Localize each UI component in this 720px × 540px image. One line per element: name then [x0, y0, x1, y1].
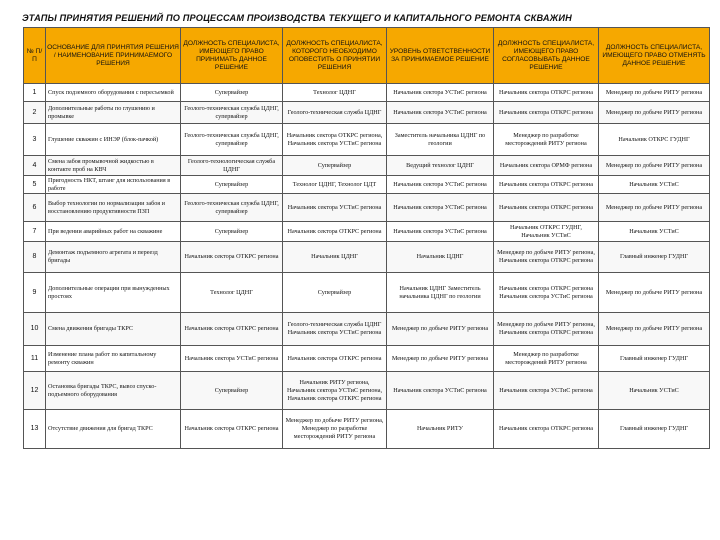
row-num: 1: [24, 84, 46, 102]
header-row: [24, 28, 710, 84]
row-num: 8: [24, 242, 46, 273]
row-cancel: Главный инженер ГУДНГ: [599, 242, 710, 273]
row-responsibility: Начальник сектора УСТиС региона: [387, 222, 494, 242]
row-basis: Остановка бригады ТКРС, вывоз спуско-подъемного оборудования: [46, 372, 181, 410]
row-notify: Технолог ЦДНГ: [283, 84, 387, 102]
table-row: [24, 102, 710, 124]
row-approve: Начальник сектора ОТКРС региона: [494, 176, 599, 194]
row-cancel: Начальник УСТиС: [599, 372, 710, 410]
row-responsibility: Начальник сектора УСТиС региона: [387, 176, 494, 194]
row-decider: Геолого-техническая служба ЦДНГ, супервайзер: [181, 124, 283, 156]
row-notify: Технолог ЦДНГ, Технолог ЦДТ: [283, 176, 387, 194]
row-responsibility: Менеджер по добыче РИТУ региона: [387, 346, 494, 372]
row-decider: Супервайзер: [181, 372, 283, 410]
row-cancel: Менеджер по добыче РИТУ региона: [599, 313, 710, 346]
row-notify: Начальник ЦДНГ: [283, 242, 387, 273]
row-notify: Геолого-техническая служба ЦДНГ: [283, 102, 387, 124]
table-row: [24, 156, 710, 176]
row-basis: При ведении аварийных работ на скважине: [46, 222, 181, 242]
row-notify: Начальник сектора ОТКРС региона, Начальник сектора УСТиС региона: [283, 124, 387, 156]
row-responsibility: Начальник РИТУ: [387, 410, 494, 449]
row-num: 10: [24, 313, 46, 346]
row-approve: Начальник сектора ОТКРС региона: [494, 410, 599, 449]
row-approve: Начальник сектора ОТКРС региона: [494, 84, 599, 102]
row-basis: Дополнительные операции при вынужденных простоях: [46, 273, 181, 313]
row-basis: Смена забоя промывочной жидкостью в контакте проб на КВЧ: [46, 156, 181, 176]
page-title: ЭТАПЫ ПРИНЯТИЯ РЕШЕНИЙ ПО ПРОЦЕССАМ ПРОИЗВОДСТВА ТЕКУЩЕГО И КАПИТАЛЬНОГО РЕМОНТА СКВАЖИН: [22, 13, 572, 23]
row-cancel: Менеджер по добыче РИТУ региона: [599, 84, 710, 102]
row-notify: Начальник РИТУ региона, Начальник сектора УСТиС региона, Начальник сектора ОТКРС региона: [283, 372, 387, 410]
row-num: 4: [24, 156, 46, 176]
table-row: [24, 222, 710, 242]
row-responsibility: Начальник сектора УСТиС региона: [387, 84, 494, 102]
row-approve: Начальник ОТКРС ГУДНГ, Начальник УСТиС: [494, 222, 599, 242]
row-basis: Выбор технологии по нормализации забоя и восстановлению продуктивности ПЗП: [46, 194, 181, 222]
table-row: [24, 372, 710, 410]
row-num: 13: [24, 410, 46, 449]
row-responsibility: Менеджер по добыче РИТУ региона: [387, 313, 494, 346]
row-cancel: Начальник УСТиС: [599, 222, 710, 242]
row-decider: Супервайзер: [181, 176, 283, 194]
row-cancel: Менеджер по добыче РИТУ региона: [599, 194, 710, 222]
row-decider: Супервайзер: [181, 222, 283, 242]
row-num: 7: [24, 222, 46, 242]
header-num: № П/П: [24, 28, 46, 84]
decision-table-wrapper: [23, 27, 709, 449]
row-responsibility: Начальник ЦДНГ Заместитель начальника ЦДНГ по геологии: [387, 273, 494, 313]
row-basis: Дополнительные работы по глушению и промывке: [46, 102, 181, 124]
table-row: [24, 410, 710, 449]
row-decider: Начальник сектора ОТКРС региона: [181, 313, 283, 346]
row-decider: Технолог ЦДНГ: [181, 273, 283, 313]
row-responsibility: Заместитель начальника ЦДНГ по геологии: [387, 124, 494, 156]
row-approve: Менеджер по разработке месторождений РИТУ региона: [494, 124, 599, 156]
row-basis: Смена движения бригады ТКРС: [46, 313, 181, 346]
table-body: [24, 84, 710, 449]
table-row: [24, 242, 710, 273]
row-approve: Менеджер по добыче РИТУ региона, Начальник сектора ОТКРС региона: [494, 313, 599, 346]
row-num: 2: [24, 102, 46, 124]
row-notify: Супервайзер: [283, 273, 387, 313]
row-notify: Начальник сектора ОТКРС региона: [283, 346, 387, 372]
row-responsibility: Начальник сектора УСТиС региона: [387, 194, 494, 222]
table-header: [24, 28, 710, 84]
header-basis: ОСНОВАНИЕ ДЛЯ ПРИНЯТИЯ РЕШЕНИЯ / НАИМЕНОВАНИЕ ПРИНИМАЕМОГО РЕШЕНИЯ: [46, 28, 181, 84]
row-approve: Начальник сектора ОТКРС региона: [494, 102, 599, 124]
row-notify: Супервайзер: [283, 156, 387, 176]
row-responsibility: Начальник ЦДНГ: [387, 242, 494, 273]
row-basis: Спуск подземного оборудования с пересъемкой: [46, 84, 181, 102]
table-row: [24, 84, 710, 102]
row-cancel: Главный инженер ГУДНГ: [599, 410, 710, 449]
row-responsibility: Начальник сектора УСТиС региона: [387, 372, 494, 410]
row-responsibility: Начальник сектора УСТиС региона: [387, 102, 494, 124]
row-decider: Начальник сектора ОТКРС региона: [181, 410, 283, 449]
row-approve: Менеджер по разработке месторождений РИТУ региона: [494, 346, 599, 372]
row-basis: Пригодность НКТ, штанг для использования в работе: [46, 176, 181, 194]
row-notify: Начальник сектора УСТиС региона: [283, 194, 387, 222]
row-basis: Демонтаж подъемного агрегата и переезд бригады: [46, 242, 181, 273]
row-num: 12: [24, 372, 46, 410]
header-cancel: ДОЛЖНОСТЬ СПЕЦИАЛИСТА, ИМЕЮЩЕГО ПРАВО ОТМЕНЯТЬ ДАННОЕ РЕШЕНИЕ: [599, 28, 710, 84]
row-num: 5: [24, 176, 46, 194]
row-approve: Начальник сектора ОТКРС региона Начальник сектора УСТиС региона: [494, 273, 599, 313]
row-approve: Менеджер по добыче РИТУ региона, Начальник сектора ОТКРС региона: [494, 242, 599, 273]
row-basis: Глушение скважин с ИНЭР (блок-пачкой): [46, 124, 181, 156]
header-approve: ДОЛЖНОСТЬ СПЕЦИАЛИСТА, ИМЕЮЩЕГО ПРАВО СОГЛАСОВЫВАТЬ ДАННОЕ РЕШЕНИЕ: [494, 28, 599, 84]
header-notify: ДОЛЖНОСТЬ СПЕЦИАЛИСТА, КОТОРОГО НЕОБХОДИМО ОПОВЕСТИТЬ О ПРИНЯТИИ РЕШЕНИЯ: [283, 28, 387, 84]
row-decider: Геолого-техническая служба ЦДНГ, супервайзер: [181, 194, 283, 222]
row-num: 3: [24, 124, 46, 156]
row-cancel: Начальник УСТиС: [599, 176, 710, 194]
row-cancel: Менеджер по добыче РИТУ региона: [599, 156, 710, 176]
row-notify: Геолого-техническая служба ЦДНГ Начальник сектора УСТиС региона: [283, 313, 387, 346]
row-decider: Геолого-технологическая служба ЦДНГ: [181, 156, 283, 176]
row-basis: Отсутствие движения для бригад ТКРС: [46, 410, 181, 449]
table-row: [24, 346, 710, 372]
row-cancel: Менеджер по добыче РИТУ региона: [599, 273, 710, 313]
row-decider: Начальник сектора УСТиС региона: [181, 346, 283, 372]
header-decider: ДОЛЖНОСТЬ СПЕЦИАЛИСТА, ИМЕЮЩЕГО ПРАВО ПРИНИМАТЬ ДАННОЕ РЕШЕНИЕ: [181, 28, 283, 84]
row-num: 11: [24, 346, 46, 372]
row-decider: Супервайзер: [181, 84, 283, 102]
row-notify: Начальник сектора ОТКРС региона: [283, 222, 387, 242]
row-approve: Начальник сектора ОТКРС региона: [494, 194, 599, 222]
row-num: 9: [24, 273, 46, 313]
row-basis: Изменение плана работ по капитальному ремонту скважин: [46, 346, 181, 372]
row-decider: Геолого-техническая служба ЦДНГ, супервайзер: [181, 102, 283, 124]
table-row: [24, 273, 710, 313]
row-decider: Начальник сектора ОТКРС региона: [181, 242, 283, 273]
table-row: [24, 176, 710, 194]
row-cancel: Менеджер по добыче РИТУ региона: [599, 102, 710, 124]
row-notify: Менеджер по добыче РИТУ региона, Менеджер по разработке месторождений РИТУ региона: [283, 410, 387, 449]
table-row: [24, 194, 710, 222]
row-approve: Начальник сектора ОРМФ региона: [494, 156, 599, 176]
row-num: 6: [24, 194, 46, 222]
row-cancel: Начальник ОТКРС ГУДНГ: [599, 124, 710, 156]
row-responsibility: Ведущий технолог ЦДНГ: [387, 156, 494, 176]
row-approve: Начальник сектора УСТиС региона: [494, 372, 599, 410]
header-responsibility: УРОВЕНЬ ОТВЕТСТВЕННОСТИ ЗА ПРИНИМАЕМОЕ РЕШЕНИЕ: [387, 28, 494, 84]
table-row: [24, 124, 710, 156]
decision-table: [23, 27, 710, 449]
table-row: [24, 313, 710, 346]
row-cancel: Главный инженер ГУДНГ: [599, 346, 710, 372]
